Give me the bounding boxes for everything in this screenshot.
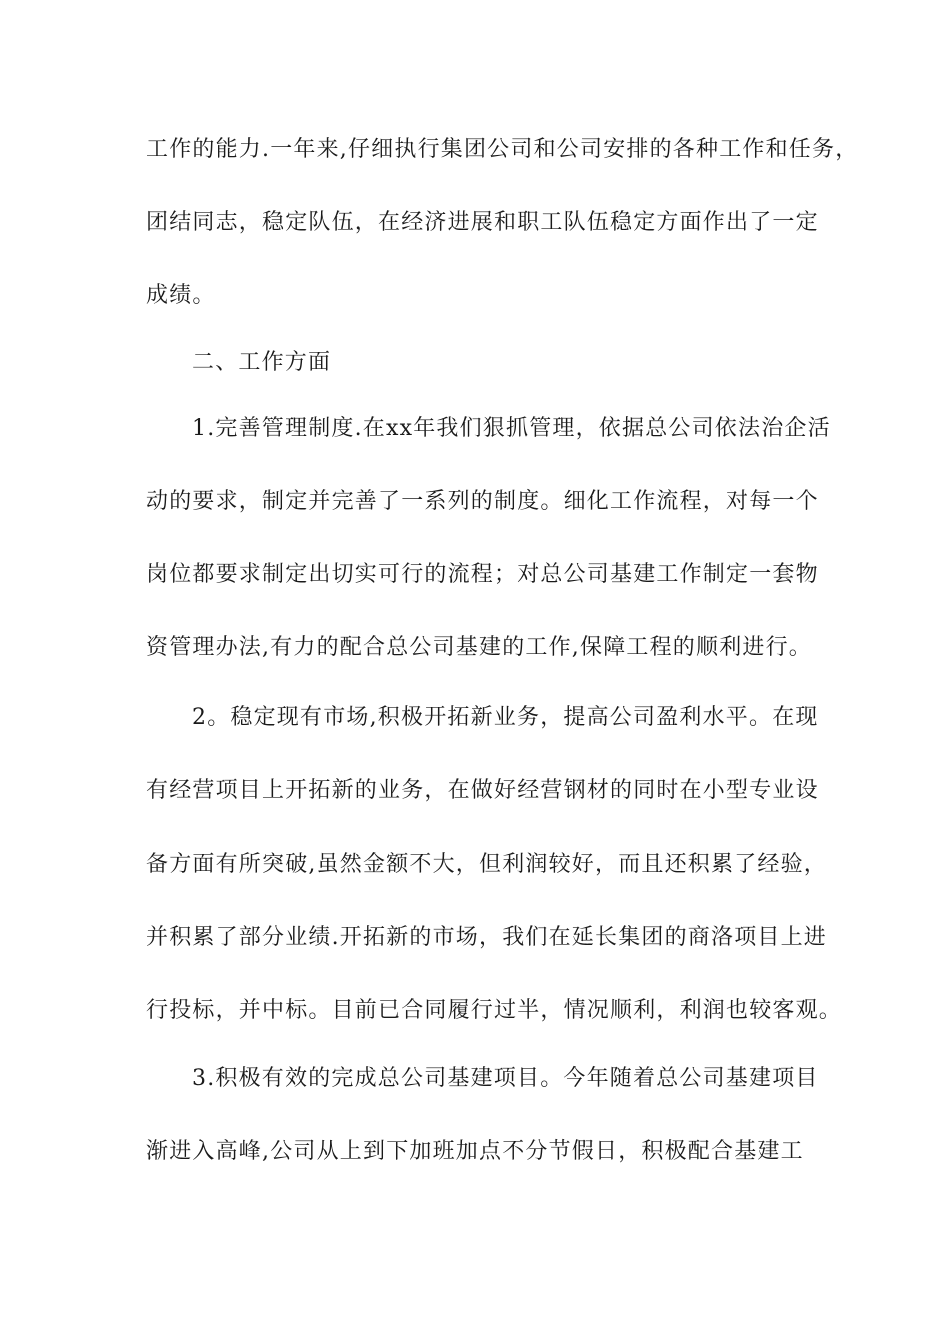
text-line-10: 有经营项目上开拓新的业务，在做好经营钢材的同时在小型专业设 — [146, 778, 819, 803]
text-line-12: 并积累了部分业绩.开拓新的市场，我们在延长集团的商洛项目上进 — [146, 925, 827, 950]
text-line-1: 工作的能力.一年来,仔细执行集团公司和公司安排的各种工作和任务， — [146, 137, 859, 162]
text-line-3: 成绩。 — [146, 283, 216, 308]
text-line-15: 渐进入高峰,公司从上到下加班加点不分节假日，积极配合基建工 — [146, 1139, 804, 1164]
text-line-8: 资管理办法,有力的配合总公司基建的工作,保障工程的顺利进行。 — [146, 635, 812, 660]
text-line-5: 1.完善管理制度.在xx年我们狠抓管理，依据总公司依法治企活 — [192, 416, 831, 441]
text-line-13: 行投标，并中标。目前已合同履行过半，情况顺利，利润也较客观。 — [146, 998, 843, 1023]
text-line-11: 备方面有所突破,虽然金额不大，但利润较好，而且还积累了经验， — [146, 852, 827, 877]
text-line-6: 动的要求，制定并完善了一系列的制度。细化工作流程，对每一个 — [146, 489, 819, 514]
text-line-7: 岗位都要求制定出切实可行的流程；对总公司基建工作制定一套物 — [146, 562, 819, 587]
text-line-9: 2。稳定现有市场,积极开拓新业务，提高公司盈利水平。在现 — [192, 705, 819, 730]
text-line-14: 3.积极有效的完成总公司基建项目。今年随着总公司基建项目 — [192, 1066, 819, 1091]
text-line-2: 团结同志，稳定队伍，在经济进展和职工队伍稳定方面作出了一定 — [146, 210, 819, 235]
section-heading: 二、工作方面 — [192, 350, 332, 375]
